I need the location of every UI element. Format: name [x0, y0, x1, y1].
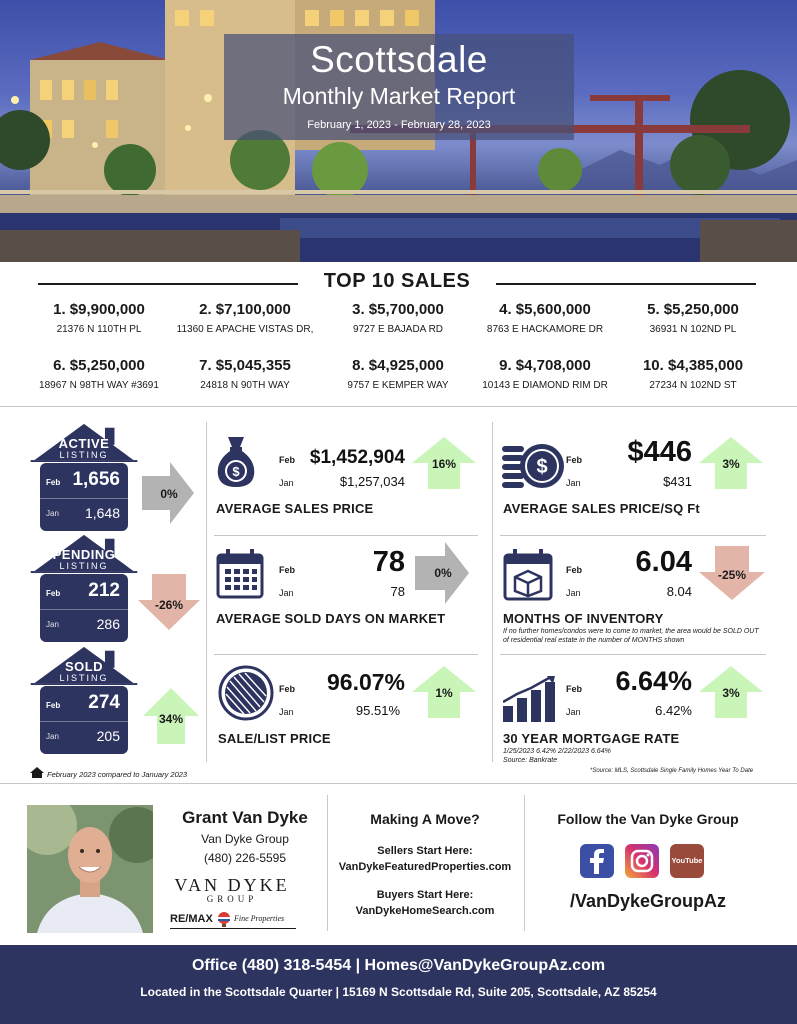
money-bag-icon [216, 435, 256, 487]
jan-label: Jan [46, 620, 59, 629]
sale-price: 9. $4,708,000 [499, 357, 591, 374]
sale-address: 24818 N 90TH WAY [200, 380, 290, 391]
sale-item [470, 301, 620, 335]
feb-label: Feb [566, 455, 583, 465]
pending-title: PENDING [52, 547, 116, 562]
up-arrow-icon [143, 688, 199, 754]
feb-label: Feb [279, 684, 296, 694]
report-dates: February 1, 2023 - February 28, 2023 [307, 119, 491, 131]
office-address: Located in the Scottsdale Quarter | 15169 N Scottsdale Rd, Suite 205, Scottsdale, AZ 85254 [140, 985, 657, 999]
avg-price-feb: $1,452,904 [309, 447, 405, 468]
jan-label: Jan [566, 707, 581, 717]
title-box [224, 34, 574, 140]
sale-address: 9727 E BAJADA RD [352, 324, 444, 335]
sale-item [323, 357, 473, 391]
sale-list-title: SALE/LIST PRICE [218, 731, 331, 746]
inventory-title: MONTHS OF INVENTORY [503, 611, 664, 626]
sale-price: 3. $5,700,000 [352, 301, 444, 318]
avg-days-title: AVERAGE SOLD DAYS ON MARKET [216, 611, 446, 626]
sold-sub: LISTING [59, 673, 109, 683]
source-note: *Source: MLS, Scottsdale Single Family Homes Year To Date [590, 768, 754, 774]
mortgage-title: 30 YEAR MORTGAGE RATE [503, 731, 680, 746]
pending-jan-value: 286 [96, 616, 120, 632]
active-jan-value: 1,648 [84, 505, 120, 521]
gauge-icon [216, 665, 276, 721]
sale-price: 7. $5,045,355 [199, 357, 291, 374]
top-10-title: TOP 10 SALES [323, 270, 471, 292]
avg-price-title: AVERAGE SALES PRICE [216, 501, 374, 516]
calendar-icon [216, 549, 264, 599]
avg-sqft-title: AVERAGE SALES PRICE/SQ Ft [503, 501, 700, 516]
section-divider [0, 783, 797, 784]
logo-sub-text: GROUP [206, 894, 258, 904]
brokerage-name: RE/MAX [170, 913, 213, 925]
jan-label: Jan [46, 732, 59, 741]
active-values [40, 463, 128, 531]
sale-address: 27234 N 102ND ST [649, 380, 737, 391]
inventory-jan: 8.04 [666, 584, 692, 599]
up-arrow-icon [699, 437, 763, 489]
sale-price: 1. $9,900,000 [53, 301, 145, 318]
sale-item [618, 301, 768, 335]
instagram-icon[interactable] [625, 844, 659, 878]
bar-growth-icon [503, 676, 557, 722]
logo-main-text: VAN DYKE [174, 875, 290, 895]
active-feb-value: 1,656 [72, 469, 120, 490]
feb-label: Feb [46, 478, 61, 487]
sale-address: 8763 E HACKAMORE DR [486, 324, 604, 335]
contact-footer [0, 945, 797, 1024]
sale-price: 2. $7,100,000 [199, 301, 291, 318]
sellers-link[interactable]: VanDykeFeaturedProperties.com [338, 861, 512, 873]
flat-arrow-icon [415, 540, 471, 606]
sale-address: 36931 N 102ND PL [649, 324, 737, 335]
social-handle[interactable]: /VanDykeGroupAz [569, 891, 727, 911]
sale-item [170, 301, 320, 335]
sold-jan-value: 205 [96, 728, 120, 744]
mortgage-note-dates: 1/25/2023 6.42% 2/22/2023 6.64% [503, 748, 611, 755]
balloon-icon [217, 912, 231, 928]
feb-label: Feb [566, 565, 583, 575]
report-title: Monthly Market Report [282, 83, 516, 109]
active-sub: LISTING [59, 450, 109, 460]
jan-label: Jan [279, 588, 294, 598]
sale-address: 18967 N 98TH WAY #3691 [39, 380, 159, 391]
coins-icon [502, 440, 564, 490]
avg-sqft-feb: $446 [627, 436, 692, 468]
sale-price: 6. $5,250,000 [53, 357, 145, 374]
sale-price: 4. $5,600,000 [499, 301, 591, 318]
avg-days-jan: 78 [390, 584, 405, 599]
sale-address: 21376 N 110TH PL [56, 324, 142, 335]
pending-values [40, 574, 128, 642]
buyers-link[interactable]: VanDykeHomeSearch.com [355, 905, 495, 917]
avg-days-change: 0% [434, 566, 452, 580]
avg-price-jan: $1,257,034 [339, 474, 405, 489]
inventory-note: If no further homes/condos were to come to market, the area would be SOLD OUT of residential real estate in the number of MONTHS shown [503, 628, 759, 644]
sale-item [618, 357, 768, 391]
mortgage-change: 3% [722, 686, 740, 700]
mortgage-feb: 6.64% [615, 666, 692, 696]
sold-title: SOLD [64, 659, 104, 674]
jan-label: Jan [279, 707, 294, 717]
down-arrow-icon [699, 546, 765, 600]
agent-group: Van Dyke Group [201, 832, 289, 846]
office-contact[interactable]: Office (480) 318-5454 | Homes@VanDykeGroupAz.com [191, 957, 606, 974]
youtube-icon[interactable] [670, 844, 704, 878]
up-arrow-icon [412, 666, 476, 718]
sale-address: 9757 E KEMPER WAY [347, 380, 449, 391]
remax-logo [170, 912, 296, 930]
sellers-label: Sellers Start Here: [377, 845, 473, 857]
pending-change: -26% [154, 598, 183, 612]
van-dyke-logo [170, 875, 294, 904]
sale-item [170, 357, 320, 391]
sale-item [323, 301, 473, 335]
sale-item [24, 357, 174, 391]
comparison-note: February 2023 compared to January 2023 [47, 770, 188, 779]
avg-sqft-change: 3% [722, 457, 740, 471]
sale-price: 10. $4,385,000 [642, 357, 744, 374]
box-calendar-icon [503, 549, 553, 601]
top-10-sales [0, 262, 797, 407]
jan-label: Jan [279, 478, 294, 488]
feb-label: Feb [566, 684, 583, 694]
sold-change: 34% [158, 712, 184, 726]
agent-name: Grant Van Dyke [182, 808, 308, 827]
sale-address: 11360 E APACHE VISTAS DR, [176, 324, 314, 335]
sale-address: 10143 E DIAMOND RIM DR [482, 380, 608, 391]
sale-item [470, 357, 620, 391]
feb-label: Feb [279, 455, 296, 465]
flat-arrow-icon [142, 460, 196, 526]
avg-sqft-jan: $431 [663, 474, 692, 489]
youtube-label: YouTube [671, 856, 703, 865]
jan-label: Jan [566, 588, 581, 598]
pending-sub: LISTING [59, 561, 109, 571]
inventory-feb: 6.04 [635, 546, 692, 578]
sold-feb-value: 274 [88, 692, 120, 713]
facebook-icon[interactable] [580, 844, 614, 878]
pending-feb-value: 212 [88, 580, 120, 601]
brokerage-sub: Fine Properties [234, 914, 285, 923]
jan-label: Jan [46, 509, 59, 518]
active-title: ACTIVE [58, 436, 110, 451]
follow-title: Follow the Van Dyke Group [557, 811, 739, 827]
jan-label: Jan [566, 478, 581, 488]
feb-label: Feb [46, 589, 61, 598]
section-divider [0, 406, 797, 407]
up-arrow-icon [699, 666, 763, 718]
top-10-heading [38, 272, 756, 294]
buyers-label: Buyers Start Here: [376, 889, 474, 901]
city-title: Scottsdale [310, 39, 488, 80]
avg-days-feb: 78 [372, 546, 405, 578]
sale-list-change: 1% [435, 686, 453, 700]
making-move-title: Making A Move? [370, 811, 480, 827]
sale-item [24, 301, 174, 335]
sale-list-jan: 95.51% [355, 703, 400, 718]
sale-price: 8. $4,925,000 [352, 357, 444, 374]
feb-label: Feb [279, 565, 296, 575]
up-arrow-icon [412, 437, 476, 489]
down-arrow-icon [138, 574, 200, 640]
sale-list-feb: 96.07% [326, 669, 405, 695]
avg-price-change: 16% [431, 457, 457, 471]
agent-phone[interactable]: (480) 226-5595 [203, 851, 287, 865]
mortgage-note-source: Source: Bankrate [503, 757, 558, 764]
mortgage-jan: 6.42% [655, 703, 692, 718]
inventory-change: -25% [717, 568, 746, 582]
active-change: 0% [160, 487, 178, 501]
feb-label: Feb [46, 701, 61, 710]
agent-photo [27, 805, 153, 933]
house-small-icon [30, 767, 44, 778]
svg-text:$: $ [536, 456, 548, 478]
svg-text:$: $ [232, 464, 240, 479]
hero-banner [0, 0, 797, 262]
sold-values [40, 686, 128, 754]
sale-price: 5. $5,250,000 [647, 301, 739, 318]
